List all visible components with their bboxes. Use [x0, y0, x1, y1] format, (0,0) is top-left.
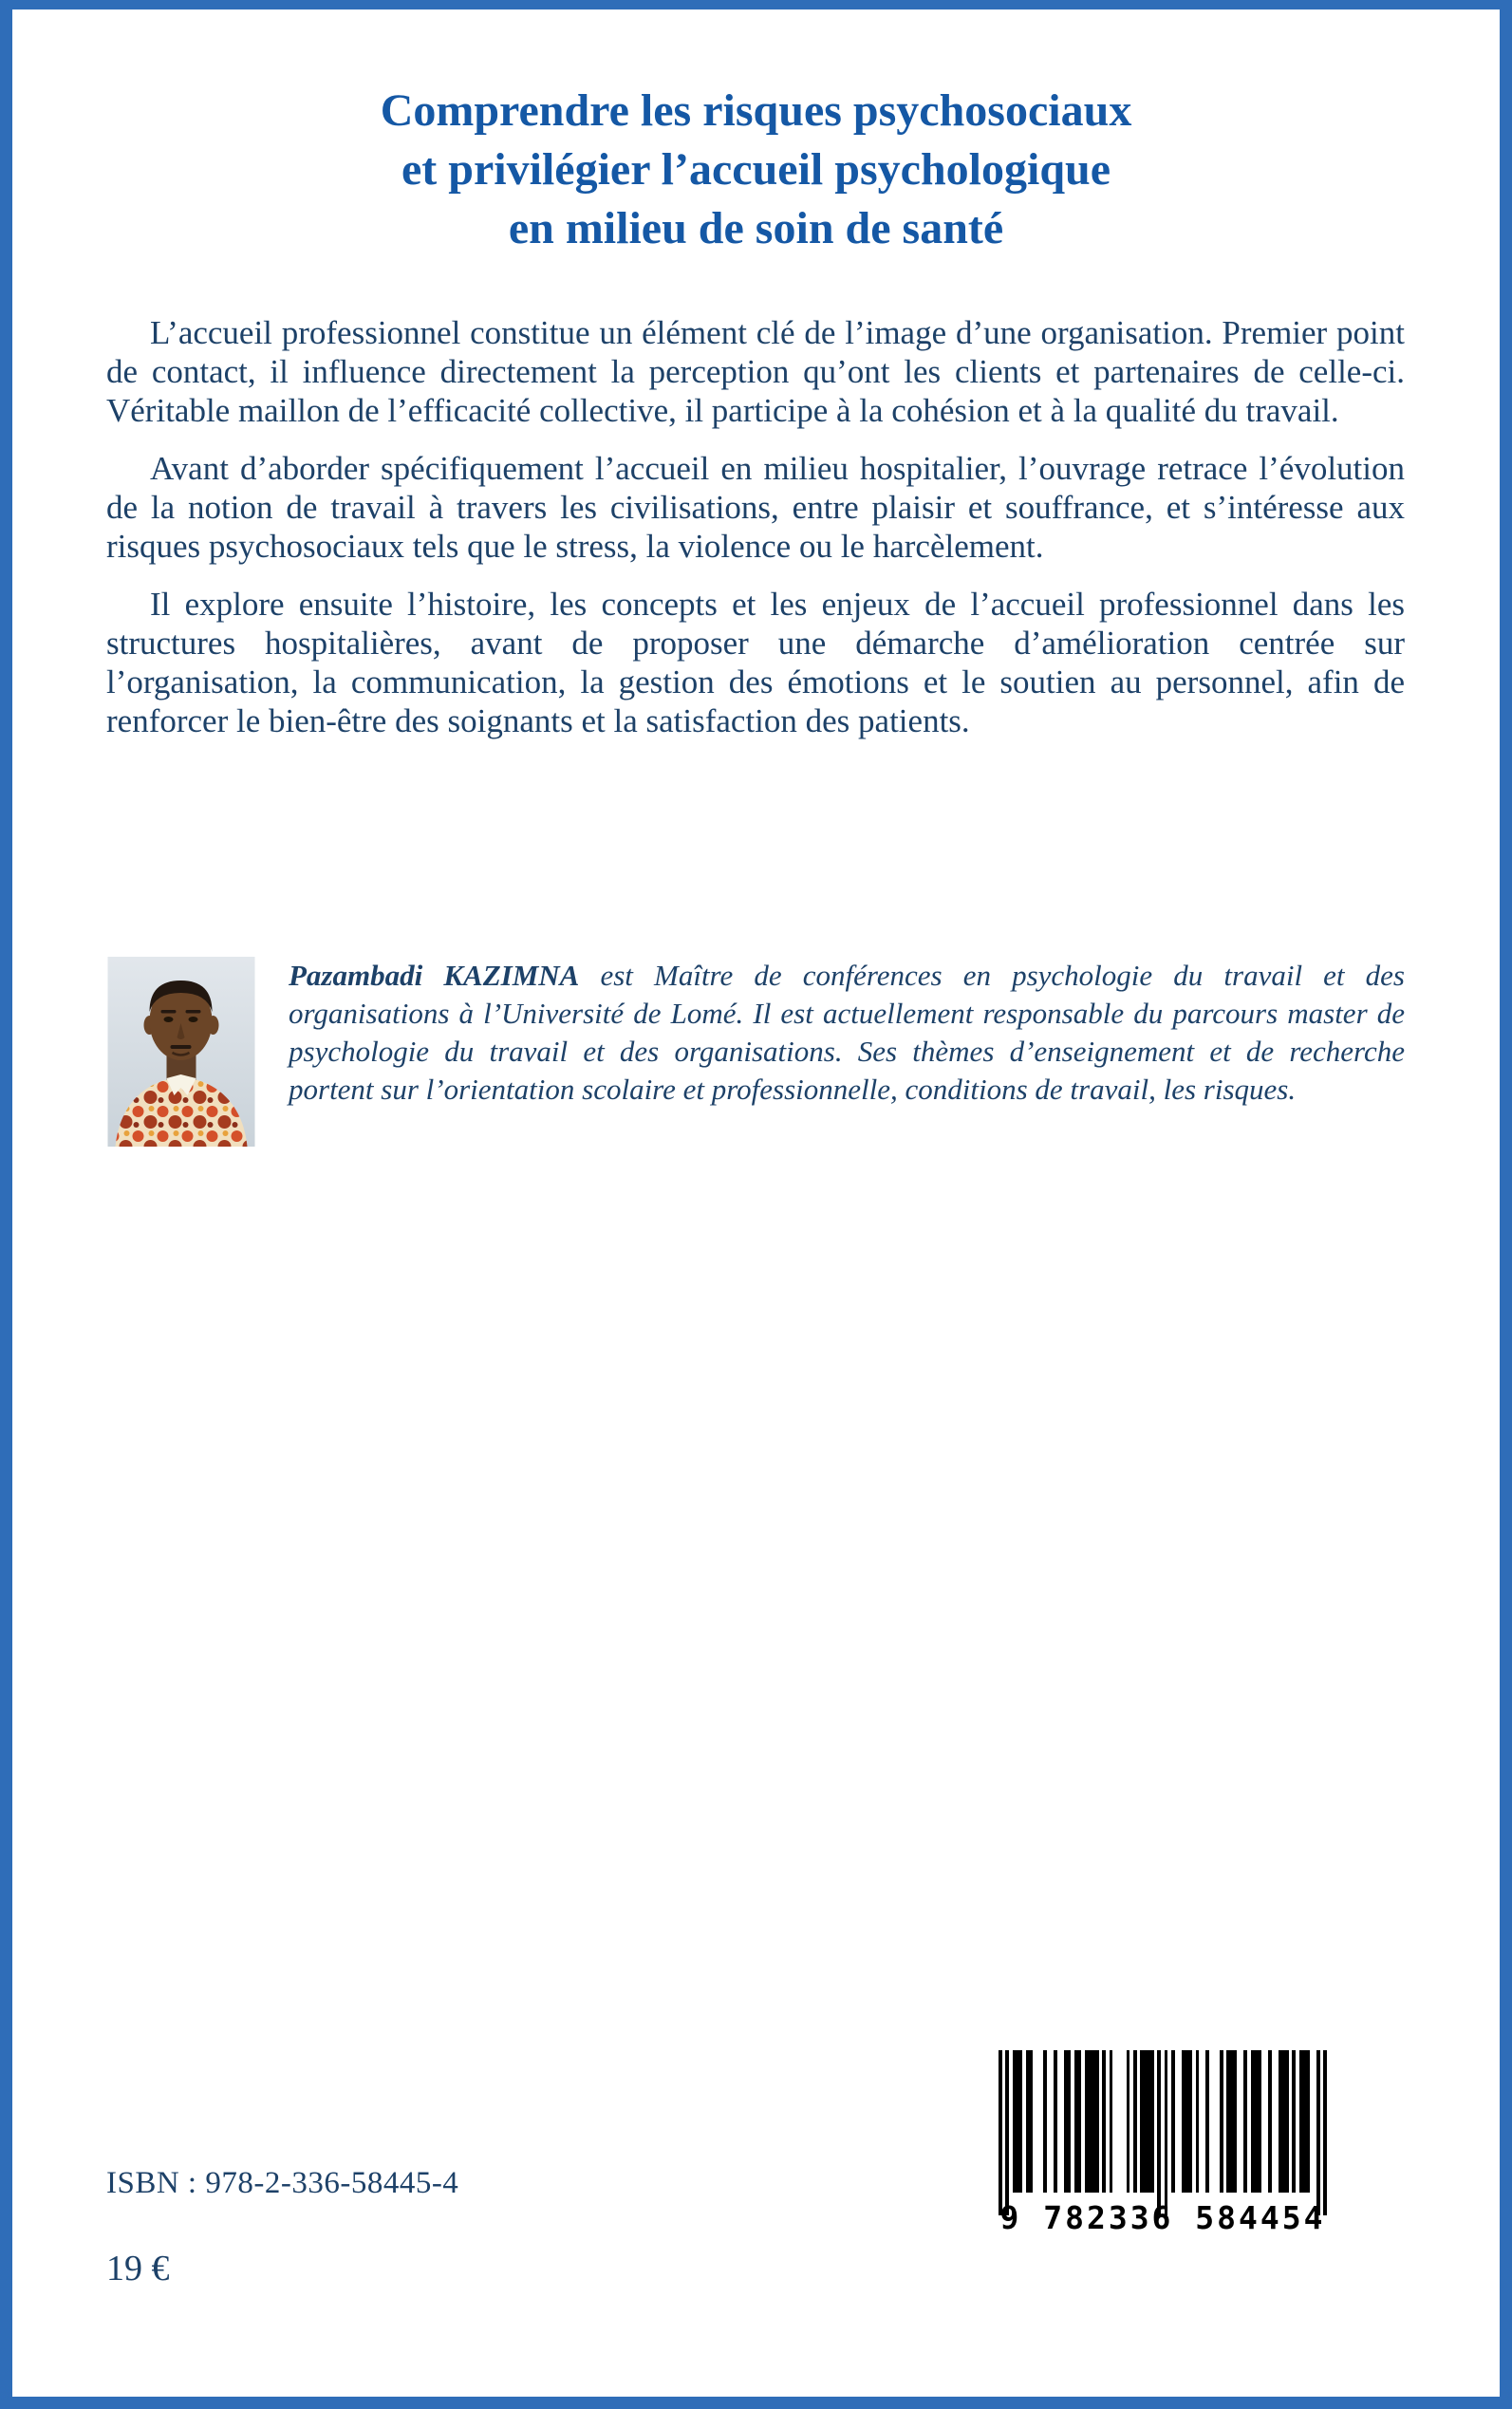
author-photo [106, 957, 256, 1147]
blurb-paragraph-3: Il explore ensuite l’histoire, les concepts et les enjeux de l’accueil professionnel dans les structures hospitalières, avant de proposer une démarche d’amélioration centrée sur l’organisation, la communication, la gestion des émotions et le soutien au personnel, afin de renforcer le bien-être des soignants et la satisfaction des patients. [106, 586, 1405, 739]
back-cover-blurb [106, 313, 1405, 759]
book-title-line-2: et privilégier l’accueil psychologique [401, 144, 1111, 195]
book-title-line-1: Comprendre les risques psychosociaux [380, 85, 1132, 136]
cover-edge-top [0, 0, 1512, 9]
barcode-bars [993, 2050, 1333, 2193]
author-name: Pazambadi KAZIMNA [289, 959, 580, 992]
cover-edge-left [0, 0, 12, 2409]
barcode [993, 2050, 1333, 2236]
blurb-paragraph-2: Avant d’aborder spécifiquement l’accueil en milieu hospitalier, l’ouvrage retrace l’évolution de la notion de travail à travers les civilisations, entre plaisir et souffrance, et s’intéresse aux risques psychosociaux tels que le stress, la violence ou le harcèlement. [106, 450, 1405, 565]
blurb-paragraph-1: L’accueil professionnel constitue un élément clé de l’image d’une organisation. Premier point de contact, il influence directement la perception qu’ont les clients et partenaires de celle-ci. Véritable maillon de l’efficacité collective, il participe à la cohésion et à la qualité du travail. [106, 314, 1405, 429]
author-section [106, 957, 1405, 1147]
book-title-line-3: en milieu de soin de santé [508, 203, 1004, 253]
author-bio [289, 957, 1405, 1109]
cover-edge-bottom [0, 2397, 1512, 2409]
book-title [106, 82, 1406, 258]
cover-edge-right [1500, 0, 1512, 2409]
barcode-digits: 9 782336 584454 [999, 2199, 1326, 2236]
isbn-label: ISBN : 978-2-336-58445-4 [106, 2166, 459, 2200]
price-label: 19 € [106, 2249, 170, 2288]
author-bio-text: est Maître de conférences en psychologie du travail et des organisations à l’Université de Lomé. Il est actuellement responsable du parcours master de psychologie du travail et des organisations. Ses thèmes d’enseignement et de recherche portent sur l’orientation scolaire et professionnelle, conditions de travail, les risques. [289, 959, 1405, 1106]
